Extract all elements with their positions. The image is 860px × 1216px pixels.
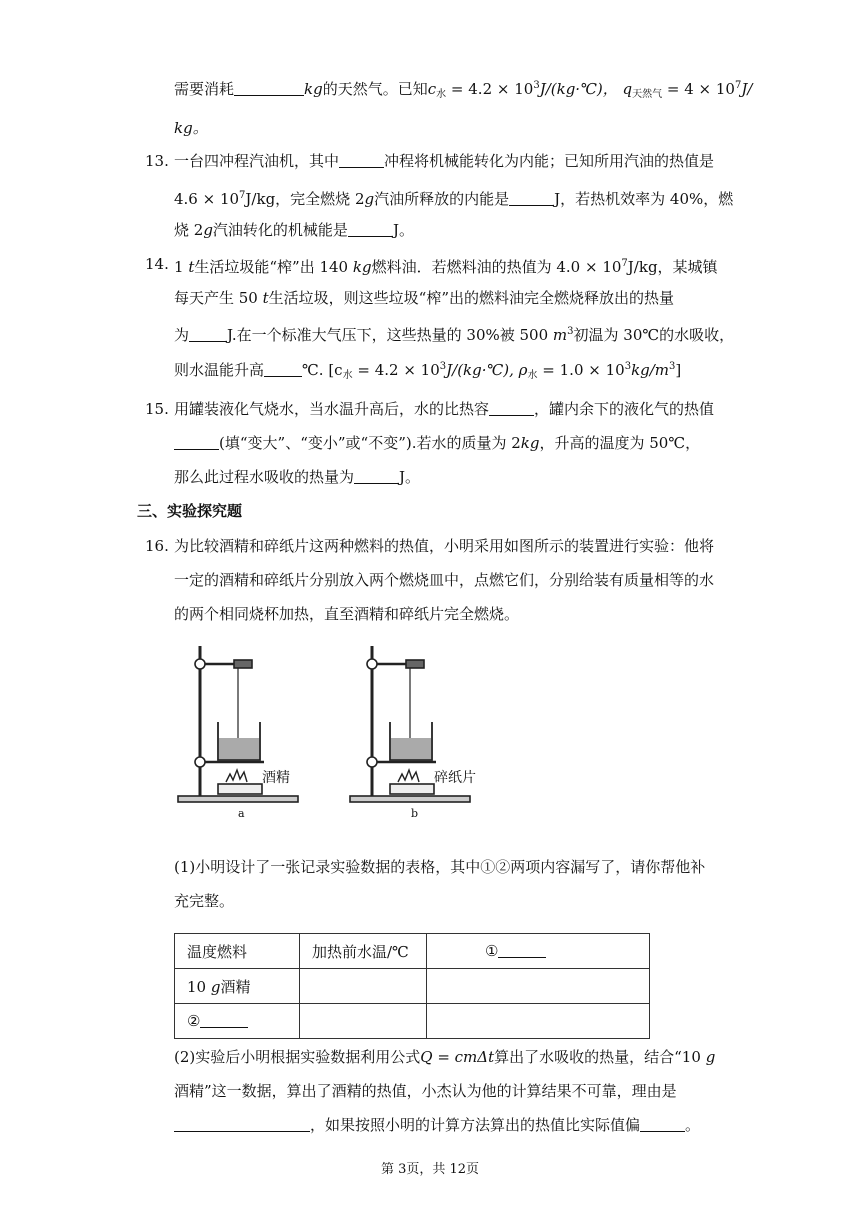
table-cell-blank-2[interactable] xyxy=(175,1004,300,1039)
caption-a: a xyxy=(238,807,245,820)
burner-dish xyxy=(390,784,434,794)
q14-line3: 为 J.在一个标准大气压下，这些热量的 30%被 500 $m^3$初温为 30℃的水吸收， xyxy=(174,326,735,344)
answer-blank[interactable] xyxy=(234,81,304,96)
water xyxy=(219,738,259,759)
answer-blank[interactable] xyxy=(498,943,546,958)
q16-part1-line2: 充完整。 xyxy=(174,892,235,910)
table-cell[interactable] xyxy=(427,1004,650,1039)
question-number: 13. xyxy=(145,152,169,170)
q16-part2-line2: 酒精”这一数据，算出了酒精的热值，小杰认为他的计算结果不可靠，理由是 xyxy=(174,1082,677,1100)
q12-line1: 需要消耗 kg的天然气。已知$c_水 = 4.2$ × $10^3J/(kg\cdot℃)$， $q_{天然气} = 4 \times 10^7J/$ xyxy=(174,80,753,100)
table-header-blank-1[interactable] xyxy=(427,934,650,969)
circled-2: ② xyxy=(187,1012,201,1030)
answer-blank[interactable] xyxy=(200,1013,248,1028)
flame xyxy=(226,770,247,782)
clamp-jaw xyxy=(234,660,252,668)
answer-blank[interactable] xyxy=(489,401,534,416)
clamp-knob xyxy=(367,659,377,669)
table-cell[interactable] xyxy=(427,969,650,1004)
q15-line2: (填“变大”、“变小”或“不变”).若水的质量为 2kg，升高的温度为 50℃， xyxy=(174,432,700,454)
section-heading: 三、实验探究题 xyxy=(137,502,243,520)
q13-line3: 烧 2g汽油转化的机械能是 J。 xyxy=(174,221,414,239)
label-paper: 碎纸片 xyxy=(434,770,476,786)
page-footer: 第 3页，共 12页 xyxy=(380,1162,480,1177)
q14-line2: 每天产生 50 t生活垃圾，则这些垃圾“榨”出的燃料油完全燃烧释放出的热量 xyxy=(174,289,675,307)
apparatus-figure xyxy=(174,632,494,822)
water xyxy=(391,738,431,759)
table-header: 温度燃料 xyxy=(175,934,300,969)
answer-blank[interactable] xyxy=(264,362,302,377)
table-cell[interactable] xyxy=(300,969,427,1004)
table-cell[interactable] xyxy=(300,1004,427,1039)
table-row xyxy=(175,934,650,969)
answer-blank[interactable] xyxy=(509,191,554,206)
q16-line2: 一定的酒精和碎纸片分别放入两个燃烧皿中，点燃它们，分别给装有质量相等的水 xyxy=(174,571,715,589)
question-number: 15. xyxy=(145,400,169,418)
circled-1: ① xyxy=(485,942,499,960)
base-plate xyxy=(178,796,298,802)
q16-part1-line1: (1)小明设计了一张记录实验数据的表格，其中①②两项内容漏写了，请你帮他补 xyxy=(174,858,706,876)
label-alcohol: 酒精 xyxy=(262,770,290,786)
q16-line1: 为比较酒精和碎纸片这两种燃料的热值，小明采用如图所示的装置进行实验：他将 xyxy=(174,537,715,555)
q15-line3: 那么此过程水吸收的热量为 J。 xyxy=(174,468,421,486)
table-row xyxy=(175,969,650,1004)
answer-blank[interactable] xyxy=(174,435,219,450)
q16-part2-line1: (2)实验后小明根据实验数据利用公式Q = cmΔt算出了水吸收的热量，结合“10 g xyxy=(174,1048,716,1066)
q16-line3: 的两个相同烧杯加热，直至酒精和碎纸片完全燃烧。 xyxy=(174,605,520,623)
base-plate xyxy=(350,796,470,802)
flame xyxy=(398,770,419,782)
table-header: 加热前水温/℃ xyxy=(300,934,427,969)
q14-line4: 则水温能升高 ℃. [$c_水 = 4.2$ × $10^3J/(kg\cdot℃)$, $\rho_水 = 1.0 \times 10^3kg/m^3$] xyxy=(174,361,682,381)
answer-blank[interactable] xyxy=(348,222,393,237)
answer-blank[interactable] xyxy=(189,327,227,342)
clamp-jaw xyxy=(406,660,424,668)
question-number: 14. xyxy=(145,255,169,273)
q15-line1: 用罐装液化气烧水，当水温升高后，水的比热容 ，罐内余下的液化气的热值 xyxy=(174,400,715,418)
q12-line2: kg。 xyxy=(174,119,208,137)
q14-line1: 1 t生活垃圾能“榨”出 140 kg燃料油．若燃料油的热值为 $4.0 \times 10^7J/kg$，某城镇 xyxy=(174,258,718,276)
table-row xyxy=(175,1004,650,1039)
clamp-knob xyxy=(195,659,205,669)
question-number: 16. xyxy=(145,537,169,555)
q16-part2-line3: ，如果按照小明的计算方法算出的热值比实际值偏 。 xyxy=(174,1114,700,1136)
caption-b: b xyxy=(411,807,419,820)
table-cell: 10 g酒精 xyxy=(175,969,300,1004)
q13-line1: 一台四冲程汽油机，其中 冲程将机械能转化为内能；已知所用汽油的热值是 xyxy=(174,152,715,170)
burner-dish xyxy=(218,784,262,794)
answer-blank[interactable] xyxy=(354,469,399,484)
q13-line2: $4.6 \times 10^7J/kg$，完全燃烧 2g汽油所释放的内能是 J，若热机效率为 40%，燃 xyxy=(174,190,734,208)
answer-blank[interactable] xyxy=(640,1117,685,1132)
answer-blank[interactable] xyxy=(174,1117,310,1132)
record-table xyxy=(174,933,650,1039)
answer-blank[interactable] xyxy=(339,153,384,168)
